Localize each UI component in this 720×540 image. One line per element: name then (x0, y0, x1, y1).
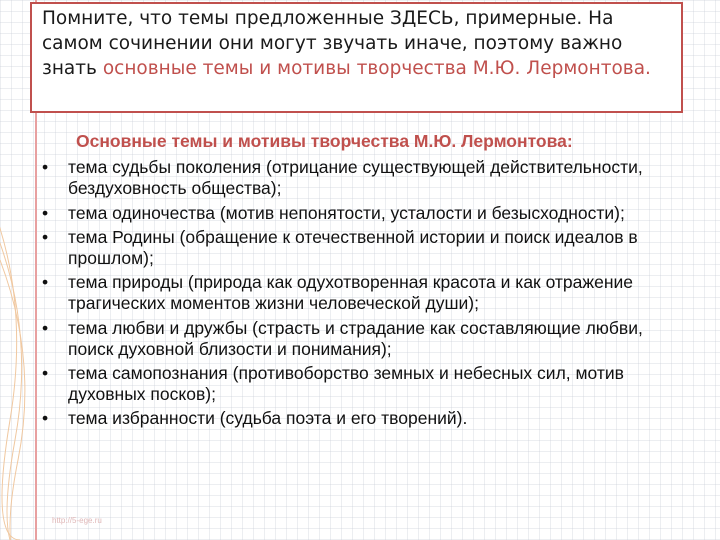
list-item (40, 363, 690, 405)
note-text: Помните, что темы предложенные ЗДЕСЬ, примерные. На самом сочинении они могут звучать иначе, поэтому важно знать (42, 8, 623, 79)
list-item (40, 227, 690, 269)
bullet-icon: • (42, 226, 49, 247)
bullet-icon: • (42, 363, 49, 384)
bullet-icon: • (42, 272, 49, 293)
bullet-icon: • (42, 202, 49, 223)
list-item-text: тема Родины (обращение к отечественной истории и поиск идеалов в прошлом); (68, 226, 638, 269)
watermark: http://5-ege.ru (52, 516, 102, 525)
section-heading: Основные темы и мотивы творчества М.Ю. Лермонтова: (76, 131, 573, 151)
list-item (40, 157, 690, 199)
bullet-icon: • (42, 408, 49, 429)
bullet-icon: • (42, 317, 49, 338)
themes-list (40, 157, 690, 429)
list-item (40, 272, 690, 314)
note-box (30, 2, 683, 113)
list-item-text: тема одиночества (мотив непонятости, усталости и безысходности); (68, 202, 625, 223)
list-item-text: тема природы (природа как одухотворенная красота и как отражение трагических моментов жизни человеческой души); (68, 272, 634, 314)
list-item (40, 203, 690, 224)
list-item-text: тема любви и дружбы (страсть и страдание как составляющие любви, поиск духовной близости и понимания); (68, 317, 643, 359)
list-item (40, 408, 690, 429)
list-item-text: тема избранности (судьба поэта и его творений). (68, 408, 468, 429)
note-highlight: основные темы и мотивы творчества М.Ю. Лермонтова. (102, 58, 651, 79)
main-content (40, 131, 690, 433)
list-item-text: тема судьбы поколения (отрицание существующей действительности, бездуховность общества); (68, 157, 643, 199)
list-item (40, 318, 690, 360)
bullet-icon: • (42, 157, 49, 178)
list-item-text: тема самопознания (противоборство земных и небесных сил, мотив духовных посков); (68, 363, 624, 405)
